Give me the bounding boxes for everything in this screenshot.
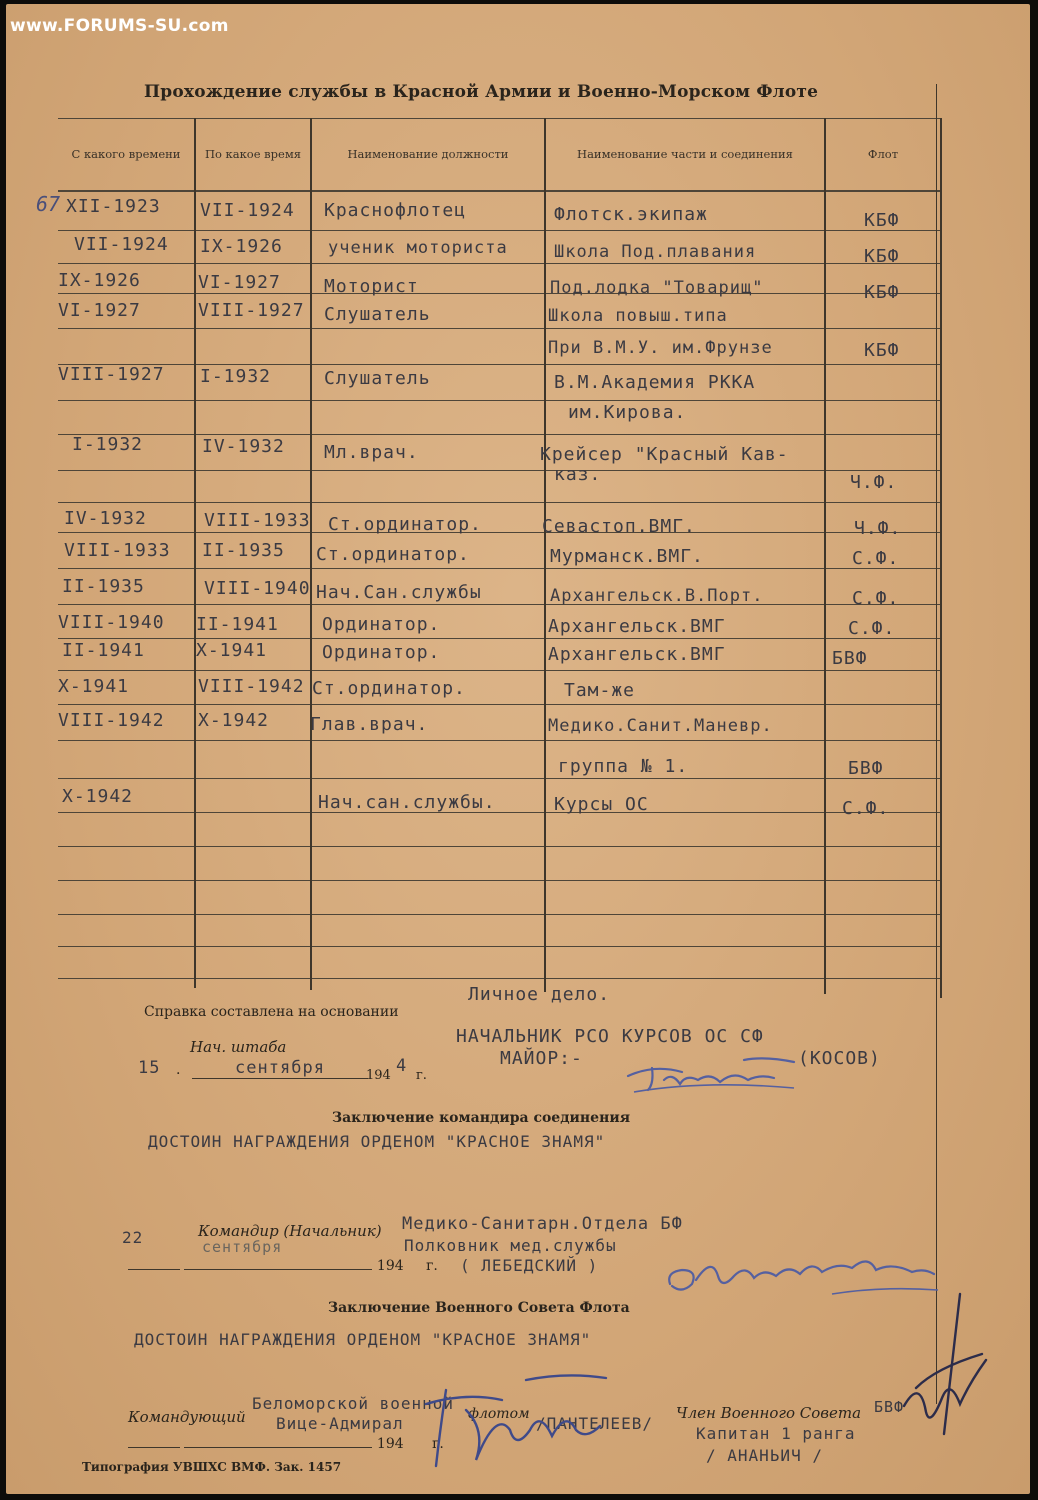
cell-unit: им.Кирова. — [568, 402, 687, 423]
cell-from: X-1942 — [62, 786, 134, 807]
commander-signer-name: ( ЛЕБЕДСКИЙ ) — [460, 1256, 599, 1275]
basis-day: 15 — [138, 1058, 161, 1078]
cell-from: IV-1932 — [64, 508, 147, 529]
cell-unit: При В.М.У. им.Фрунзе — [548, 338, 773, 358]
column-rule — [940, 118, 942, 998]
cell-position: Ст.ординатор. — [328, 514, 482, 535]
cell-position: Глав.врач. — [310, 714, 429, 735]
service-table — [58, 118, 942, 998]
commander-heading: Заключение командира соединения — [332, 1110, 631, 1126]
cell-unit: Медико.Санит.Маневр. — [548, 716, 773, 736]
basis-label: Справка составлена на основании — [144, 1004, 399, 1020]
cell-from: IX-1926 — [58, 270, 141, 291]
row-rule — [58, 604, 942, 605]
commander-date-line — [128, 1258, 488, 1274]
column-rule — [310, 118, 312, 990]
council-fleet-label: флотом — [468, 1406, 530, 1422]
row-rule — [58, 502, 942, 503]
commander-day: 22 — [122, 1228, 144, 1247]
council-member-rank: Капитан 1 ранга — [696, 1424, 856, 1443]
cell-unit: каз. — [554, 464, 602, 485]
row-rule — [58, 914, 942, 915]
cell-position: Краснофлотец — [324, 200, 467, 221]
council-member-label: Член Военного Совета — [676, 1404, 862, 1422]
cell-fleet: КБФ — [864, 246, 900, 267]
cell-unit: Мурманск.ВМГ. — [550, 546, 704, 567]
row-rule — [58, 293, 942, 294]
column-rule — [194, 118, 196, 988]
basis-month: сентября — [192, 1058, 368, 1079]
cell-unit: Там-же — [564, 680, 636, 701]
row-rule — [58, 230, 942, 231]
blank-line — [128, 1269, 180, 1270]
cell-unit: Архангельск.ВМГ — [548, 644, 726, 665]
blank-line — [184, 1269, 372, 1270]
cell-unit: Школа повыш.типа — [548, 306, 728, 326]
row-rule — [58, 470, 942, 471]
row-rule — [58, 328, 942, 329]
council-member-fleet: БВФ — [874, 1398, 905, 1416]
cell-to: IX-1926 — [200, 236, 283, 257]
basis-signer-line2: МАЙОР:- — [500, 1048, 583, 1069]
basis-year: 194 — [366, 1068, 391, 1083]
cell-to: VII-1924 — [200, 200, 295, 221]
cell-unit: Архангельск.В.Порт. — [550, 586, 764, 606]
cell-position: Ст.ординатор. — [316, 544, 470, 565]
cell-unit: Крейсер "Красный Кав- — [540, 444, 789, 465]
cell-from: VI-1927 — [58, 300, 141, 321]
blank-line — [184, 1447, 372, 1448]
council-typed-line1: Беломорской военной — [252, 1394, 455, 1413]
cell-from: VIII-1940 — [58, 612, 165, 633]
cell-from: VII-1924 — [74, 234, 169, 255]
column-header-from: С какого времени — [71, 147, 181, 161]
column-header-fleet: Флот — [867, 147, 899, 161]
blank-line — [128, 1447, 180, 1448]
row-rule — [58, 880, 942, 881]
signature-kosov — [624, 1050, 804, 1100]
council-commander-label: Командующий — [128, 1408, 246, 1426]
cell-position: Ординатор. — [322, 614, 441, 635]
row-rule — [58, 704, 942, 705]
commander-signer-line1: Медико-Санитарн.Отдела БФ — [402, 1214, 683, 1234]
cell-position: Слушатель — [324, 304, 431, 325]
council-year: 194 — [376, 1436, 404, 1452]
cell-position: Слушатель — [324, 368, 431, 389]
cell-fleet: С.Ф. — [848, 618, 896, 639]
cell-fleet: С.Ф. — [852, 588, 900, 609]
cell-to: X-1942 — [198, 710, 270, 731]
cell-unit: Флотск.экипаж — [554, 204, 708, 225]
cell-position: Мл.врач. — [324, 442, 419, 463]
imprint: Типография УВШХС ВМФ. Зак. 1457 — [82, 1460, 342, 1474]
cell-position: Моторист — [324, 276, 419, 297]
chief-of-staff-label: Нач. штаба — [190, 1038, 287, 1056]
cell-fleet: Ч.Ф. — [854, 518, 902, 539]
cell-from: I-1932 — [72, 434, 144, 455]
row-rule — [58, 364, 942, 365]
cell-from: VIII-1942 — [58, 710, 165, 731]
signature-ananyich — [890, 1288, 1000, 1448]
council-g: г. — [432, 1436, 444, 1452]
cell-fleet: С.Ф. — [842, 798, 890, 819]
council-heading: Заключение Военного Совета Флота — [328, 1300, 630, 1316]
cell-fleet: Ч.Ф. — [850, 472, 898, 493]
cell-from: XII-1923 — [66, 196, 161, 217]
header-rule — [58, 190, 942, 192]
page-title: Прохождение службы в Красной Армии и Военно-Морском Флоте — [144, 82, 819, 102]
row-rule — [58, 263, 942, 264]
basis-g: г. — [416, 1068, 427, 1083]
signature-panteleev — [406, 1370, 626, 1480]
document-sheet — [6, 4, 1030, 1494]
council-member-name: / АНАНЬИЧ / — [706, 1446, 823, 1465]
commander-signer-line2: Полковник мед.службы — [404, 1236, 617, 1255]
cell-unit: группа № 1. — [558, 756, 689, 777]
cell-to: VIII-1942 — [198, 676, 305, 697]
row-rule — [58, 638, 942, 639]
column-rule — [824, 118, 826, 994]
row-rule — [58, 532, 942, 533]
row-rule — [58, 670, 942, 671]
cell-to: II-1935 — [202, 540, 285, 561]
cell-from: II-1935 — [62, 576, 145, 597]
cell-fleet: БВФ — [832, 648, 868, 669]
cell-to: VIII-1927 — [198, 300, 305, 321]
cell-to: X-1941 — [196, 640, 268, 661]
basis-signer-name: (КОСОВ) — [798, 1048, 881, 1069]
commander-text: ДОСТОИН НАГРАЖДЕНИЯ ОРДЕНОМ "КРАСНОЕ ЗНАМЯ" — [148, 1132, 606, 1151]
row-rule — [58, 846, 942, 847]
basis-signer-line1: НАЧАЛЬНИК РСО КУРСОВ ОС СФ — [456, 1026, 764, 1047]
council-text: ДОСТОИН НАГРАЖДЕНИЯ ОРДЕНОМ "КРАСНОЕ ЗНАМЯ" — [134, 1330, 592, 1349]
cell-to: I-1932 — [200, 366, 272, 387]
margin-note: 67 — [36, 192, 61, 216]
column-header-to: По какое время — [204, 147, 302, 161]
cell-fleet: С.Ф. — [852, 548, 900, 569]
row-rule — [58, 434, 942, 435]
cell-position: Нач.Сан.службы — [316, 582, 482, 603]
row-rule — [58, 946, 942, 947]
commander-year: 194 — [376, 1258, 404, 1274]
row-rule — [58, 778, 942, 779]
column-header-position: Наименование должности — [347, 147, 509, 161]
cell-to: II-1941 — [196, 614, 279, 635]
cell-fleet: БВФ — [848, 758, 884, 779]
council-commander-name: /ПАНТЕЛЕЕВ/ — [536, 1414, 653, 1433]
commander-g: г. — [426, 1258, 438, 1274]
column-rule — [544, 118, 546, 992]
cell-position: Ст.ординатор. — [312, 678, 466, 699]
cell-unit: Архангельск.ВМГ — [548, 616, 726, 637]
cell-unit: Курсы ОС — [554, 794, 649, 815]
cell-position: Ординатор. — [322, 642, 441, 663]
cell-unit: Школа Под.плавания — [554, 242, 757, 262]
cell-to: VIII-1940 — [204, 578, 311, 599]
cell-to: IV-1932 — [202, 436, 285, 457]
cell-fleet: КБФ — [864, 210, 900, 231]
cell-fleet: КБФ — [864, 340, 900, 361]
cell-from: VIII-1933 — [64, 540, 171, 561]
right-margin-rule — [936, 84, 937, 1404]
row-rule — [58, 740, 942, 741]
cell-unit: Севастоп.ВМГ. — [542, 516, 696, 537]
cell-unit: В.М.Академия РККА — [554, 372, 756, 393]
commander-label: Командир (Начальник) — [198, 1222, 382, 1240]
council-typed-line2: Вице-Адмирал — [276, 1414, 404, 1433]
basis-value: Личное дело. — [468, 984, 611, 1005]
cell-unit: Под.лодка "Товарищ" — [550, 278, 764, 298]
dot-separator: . — [176, 1062, 181, 1078]
row-rule — [58, 568, 942, 569]
basis-year-digit: 4 — [396, 1056, 408, 1076]
cell-position: Нач.сан.службы. — [318, 792, 496, 813]
column-header-unit: Наименование части и соединения — [577, 147, 793, 161]
row-rule — [58, 400, 942, 401]
cell-to: VI-1927 — [198, 272, 281, 293]
cell-position: ученик моториста — [328, 238, 508, 258]
cell-from: VIII-1927 — [58, 364, 165, 385]
watermark: www.FORUMS-SU.com — [10, 16, 229, 36]
row-rule — [58, 978, 942, 979]
cell-from: II-1941 — [62, 640, 145, 661]
cell-to: VIII-1933 — [204, 510, 311, 531]
cell-from: X-1941 — [58, 676, 130, 697]
cell-fleet: КБФ — [864, 282, 900, 303]
row-rule — [58, 812, 942, 813]
commander-month: сентября — [202, 1238, 283, 1256]
